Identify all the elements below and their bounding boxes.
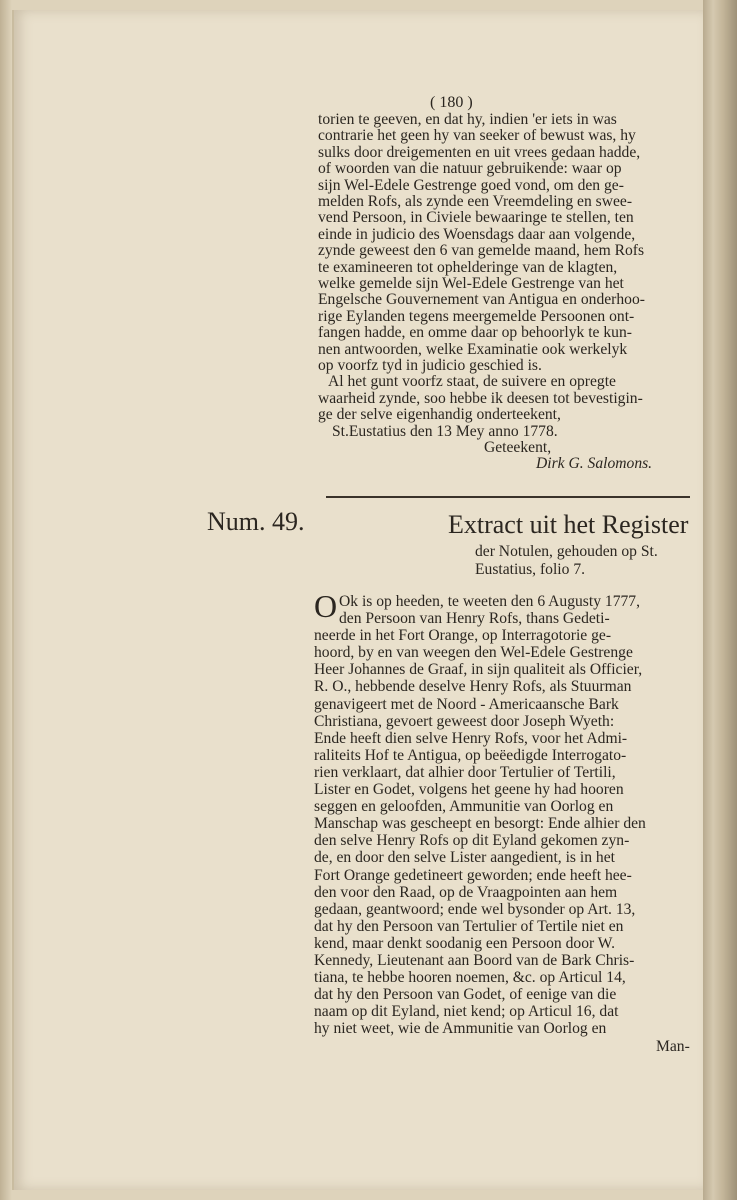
text-line: sulks door dreigementen en uit vrees gedaan hadde, [318,143,641,161]
text-line: rien verklaart, dat alhier door Tertulier of Tertili, [314,763,616,781]
text-line: Ende heeft dien selve Henry Rofs, voor het Admi- [314,729,628,747]
section-rule [326,496,690,498]
text-line: zynde geweest den 6 van gemelde maand, hem Rofs [318,242,645,260]
extract-subtitle: Eustatius, folio 7. [475,561,586,578]
text-line: nen antwoorden, welke Examinatie ook werkelyk [318,340,628,358]
text-line: Kennedy, Lieutenant aan Boord van de Bark Chris- [314,952,635,969]
text-line: kend, maar denkt soodanig een Persoon door W. [314,934,615,952]
text-line: seggen en geloofden, Ammunitie van Oorlog en [314,798,614,816]
text-line: Engelsche Gouvernement van Antigua en onderhoo- [318,291,645,309]
text-line: contrarie het geen hy van seeker of bewust was, hy [318,127,636,145]
text-line: Al het gunt voorfz staat, de suivere en opregte [328,373,616,391]
text-line: tiana, te hebbe hooren noemen, &c. op Articul 14, [314,969,626,987]
text-line: melden Rofs, als zynde een Vreemdeling en swee- [318,193,633,210]
page-edge [703,0,737,1200]
drop-cap: O [314,588,338,624]
text-line: rige Eylanden tegens meergemelde Persoonen ont- [318,307,635,325]
text-line: sijn Wel-Edele Gestrenge goed vond, om den ge- [318,176,624,194]
text-line: St.Eustatius den 13 Mey anno 1778. [332,422,558,440]
text-line: einde in judicio des Woensdags daar aan volgende, [318,225,636,243]
text-line: Lister en Godet, volgens het geene hy had hooren [314,781,624,798]
page-number: ( 180 ) [430,94,473,111]
text-line: Geteekent, [484,439,552,456]
section-number: Num. 49. [207,507,305,536]
text-line: Man- [656,1037,690,1055]
book-gutter [0,0,12,1200]
text-line: dat hy den Persoon van Godet, of eenige van die [314,986,617,1004]
text-line: hy niet weet, wie de Ammunitie van Oorlog en [314,1020,607,1038]
text-line: Heer Johannes de Graaf, in sijn qualiteit als Officier, [314,661,643,679]
text-line: den selve Henry Rofs op dit Eyland gekomen zyn- [314,832,630,850]
text-line: ge der selve eigenhandig onderteekent, [318,406,561,424]
text-line: den voor den Raad, op de Vraagpointen aan hem [314,883,618,901]
text-line: R. O., hebbende deselve Henry Rofs, als Stuurman [314,678,632,696]
text-line: de, en door den selve Lister aangedient, is in het [314,849,615,867]
text-line: Christiana, gevoert geweest door Joseph Wyeth: [314,712,615,730]
text-line: waarheid zynde, soo hebbe ik deesen tot bevestigin- [318,389,643,407]
text-line: genavigeert met de Noord - Americaansche Bark [314,695,619,713]
extract-title: Extract uit het Register [448,510,689,539]
text-line: op voorfz tyd in judicio geschied is. [318,357,542,374]
text-line: raliteits Hof te Antigua, op beëedigde Interrogato- [314,746,627,764]
text-line: neerde in het Fort Orange, op Interragotorie ge- [314,627,612,645]
text-line: Manschap was gescheept en besorgt: Ende alhier den [314,815,646,833]
text-line: fangen hadde, en omme daar op behoorlyk te kun- [318,324,632,342]
extract-subtitle: der Notulen, gehouden op St. [475,543,658,560]
text-line: vend Persoon, in Civiele bewaaringe te stellen, ten [318,209,634,227]
text-line: hoord, by en van weegen den Wel-Edele Gestrenge [314,644,633,662]
text-line: torien te geeven, en dat hy, indien 'er iets in was [318,111,617,128]
text-line: gedaan, geantwoord; ende wel bysonder op Art. 13, [314,900,636,918]
text-line: naam op dit Eyland, niet kend; op Articul 16, dat [314,1003,619,1021]
text-line: of woorden van die natuur gebruikende: waar op [318,160,622,178]
text-line: den Persoon van Henry Rofs, thans Gedeti- [339,610,610,627]
text-line: Dirk G. Salomons. [536,455,653,473]
text-line: welke gemelde sijn Wel-Edele Gestrenge van het [318,275,624,292]
text-line: te examineeren tot ophelderinge van de klagten, [318,258,618,276]
body-first-line: Ok is op heeden, te weeten den 6 Augusty 1777, [339,593,640,610]
text-line: dat hy den Persoon van Tertulier of Tertile niet en [314,917,624,935]
text-line: Fort Orange gedetineert geworden; ende heeft hee- [314,866,632,884]
